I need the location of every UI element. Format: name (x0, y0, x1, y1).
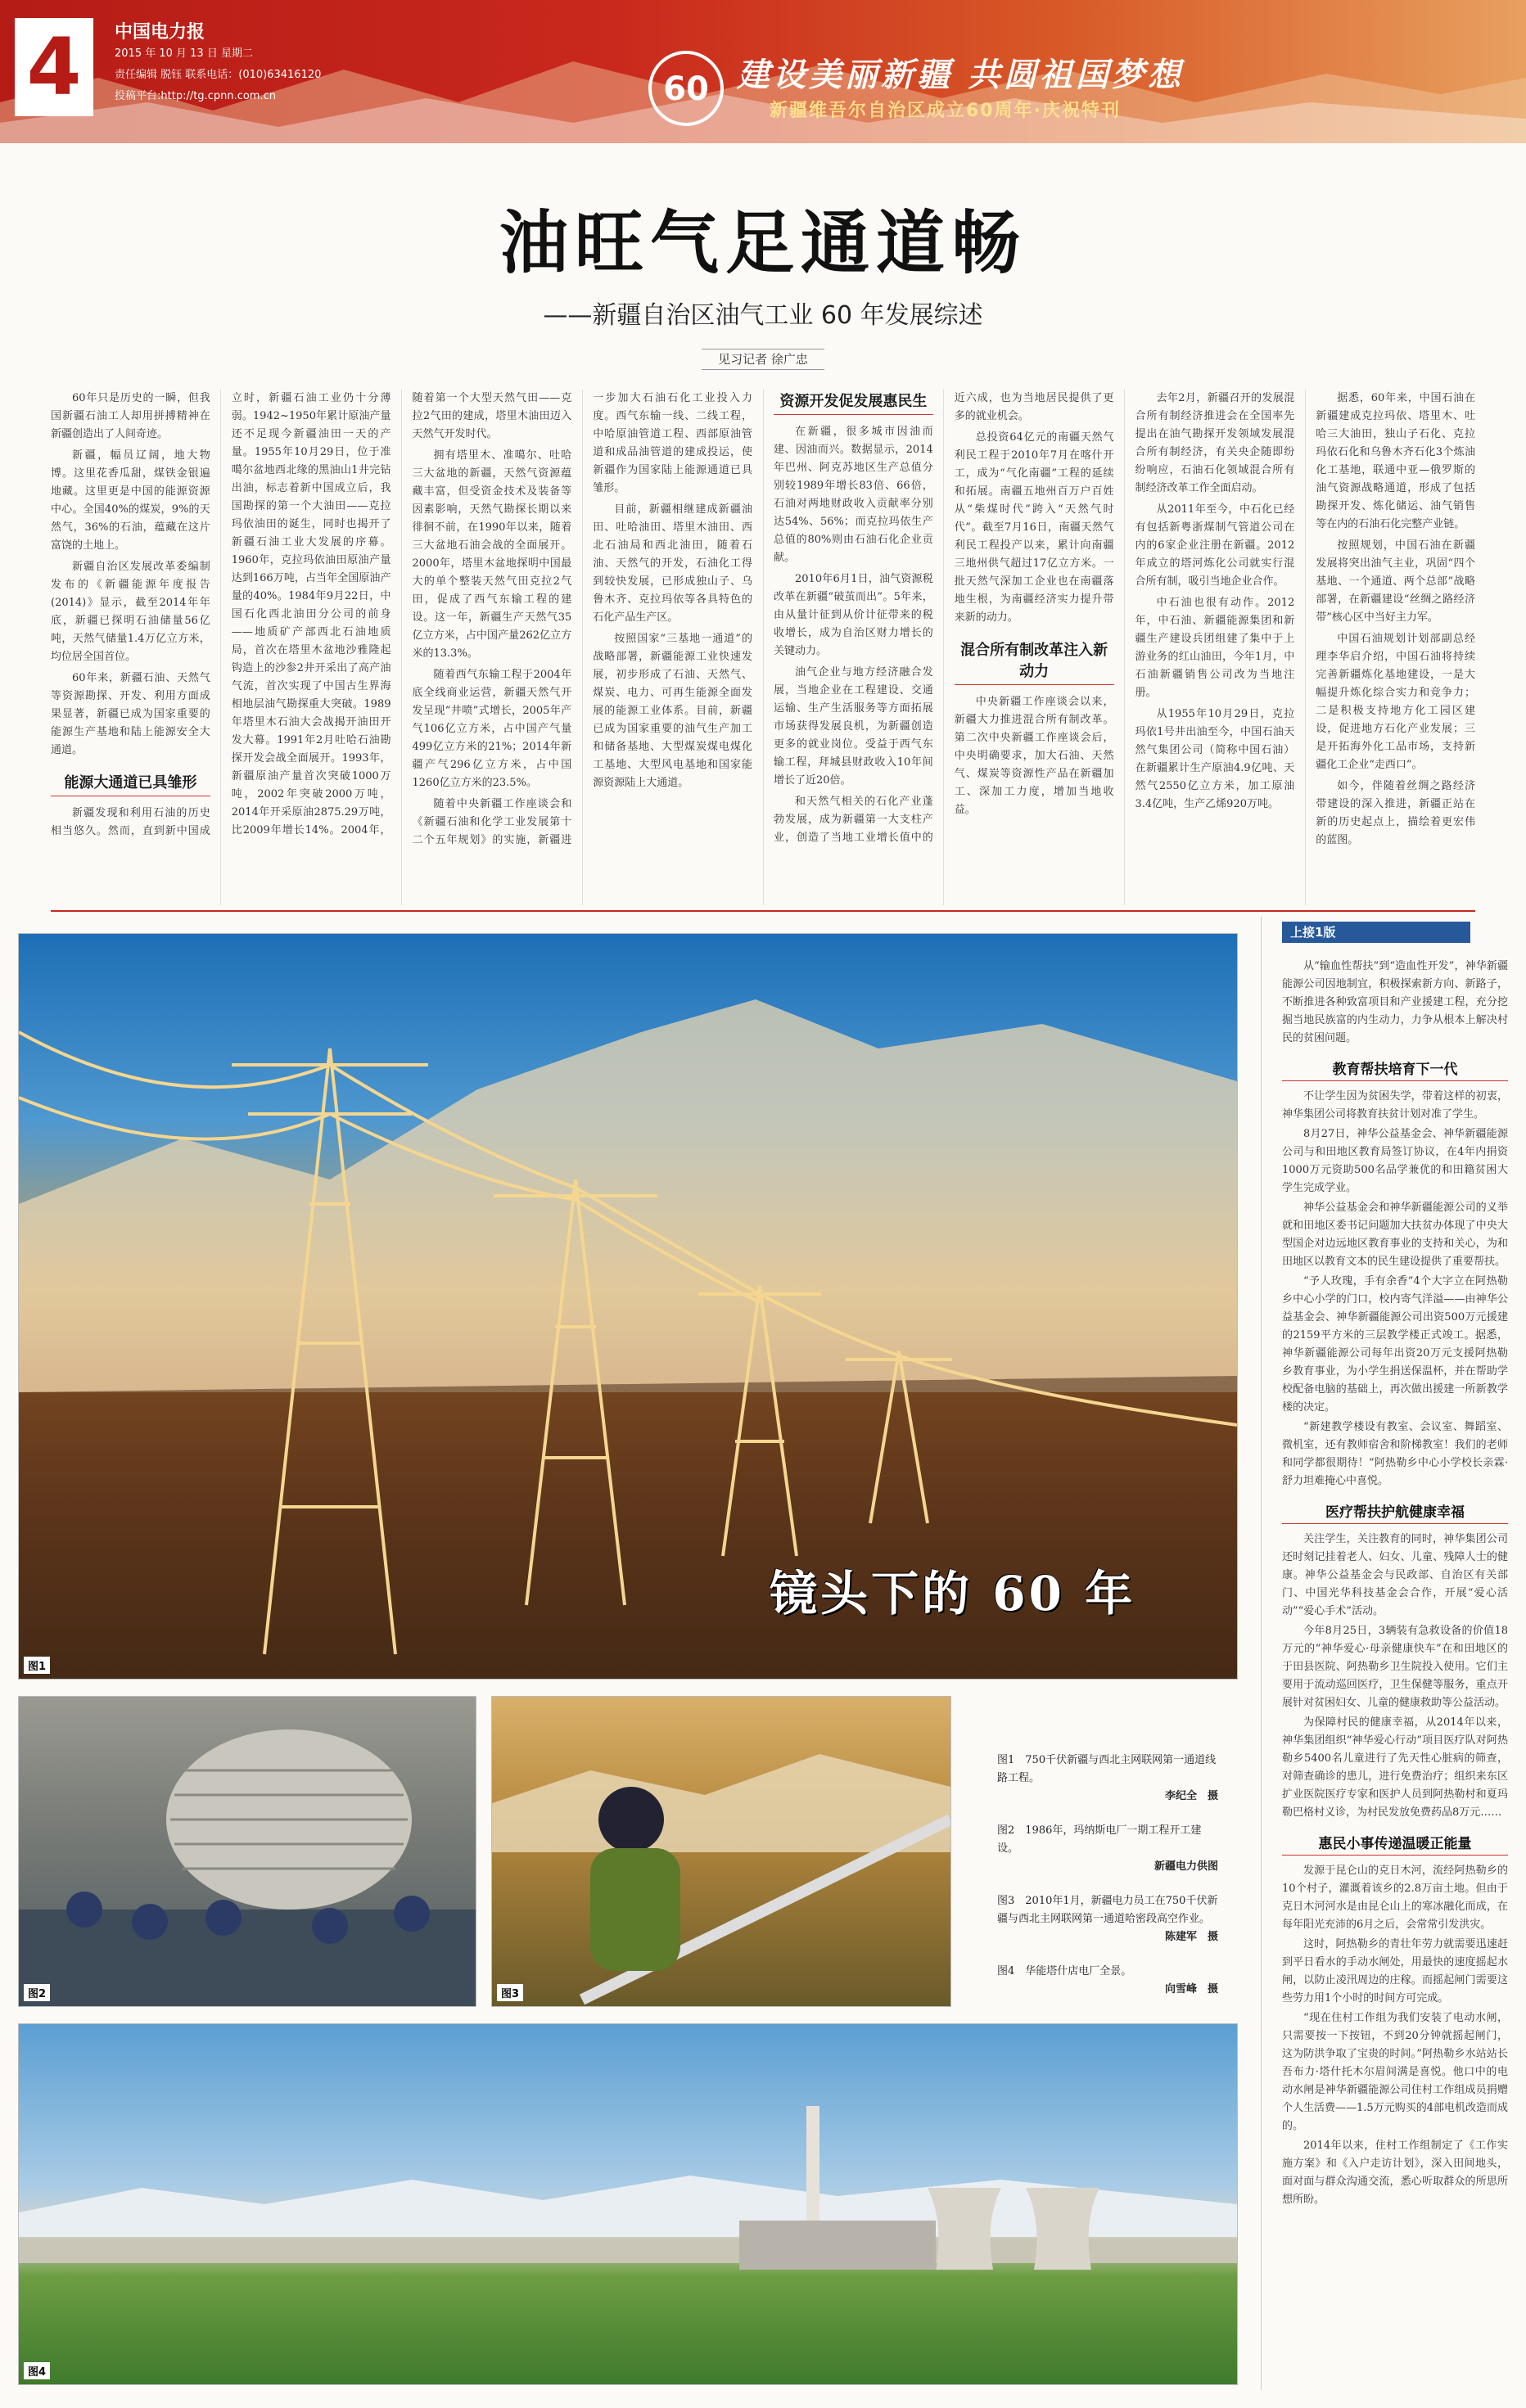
article-subhead: ——新疆自治区油气工业 60 年发展综述 (543, 301, 983, 330)
photo-power-plant-construction (18, 1696, 476, 2007)
paragraph: 在新疆，很多城市因油而建、因油而兴。数据显示，2014年巴州、阿克苏地区生产总值分别较1989年增长83倍、66倍，石油对两地财政收入贡献率分别达54%、56%；而克拉玛依生产总值的80%则由石油石化企业贡献。 (774, 426, 933, 564)
badge-number: 60 (663, 70, 709, 108)
byline-text: 见习记者 徐广忠 (702, 349, 824, 370)
paragraph: 从“输血性帮扶”到“造血性开发”，神华新疆能源公司因地制宜，积极探索新方向、新路子，不断推进各种致富项目和产业援建工程，充分挖掘当地民族富的内生动力，力争从根本上解决村民的贫困问题。 (1282, 960, 1508, 1044)
article-body (51, 390, 1475, 905)
article-headline: 油旺气足通道畅 (499, 202, 1027, 283)
section-heading: 教育帮扶培育下一代 (1282, 1057, 1508, 1081)
paragraph: 据悉，60年来，中国石油在新疆建成克拉玛依、塔里木、吐哈三大油田，独山子石化、克拉玛依石化和乌鲁木齐石化3个炼油化工基地，联通中亚—俄罗斯的油气资源战略通道，形成了包括勘探开发、炼化储运、油气销售等在内的石油石化完整产业链。 (1316, 392, 1475, 530)
caption-text: 图2 1986年，玛纳斯电厂一期工程开工建设。 (997, 1824, 1202, 1855)
paragraph: “现在住村工作组为我们安装了电动水闸，只需要按一下按钮，不到20分钟就摇起闸门，这为防洪争取了宝贵的时间。”阿热勒乡水站站长吾布力·塔什托木尔眉间满是喜悦。他口中的电动水闸是神华新疆能源公司住村工作组成员捐赠个人生活费——1.5万元购买的4部电机改造而成的。 (1282, 2012, 1508, 2132)
paragraph: 和天然气相关的石化产业蓬勃发展，成为新疆第一大支柱产业，创造了当地工业增长值中的近六成，也为当地居民提供了更多的就业机会。 (774, 392, 1114, 844)
paragraph: 新疆自治区发展改革委编制发布的《新疆能源年度报告(2014)》显示，截至2014年年底，新疆已探明石油储量56亿吨，天然气储量1.4万亿立方米，均位居全国首位。 (51, 561, 210, 663)
special-issue-banner: 建设美丽新疆 共圆祖国梦想 (737, 56, 1184, 94)
caption (997, 1822, 1218, 1876)
caption-credit: 陈建军 摄 (1164, 1931, 1218, 1943)
photo-tag: 图2 (24, 1984, 50, 2001)
photo-high-altitude-work (491, 1696, 951, 2007)
sidebar-article (1282, 958, 1508, 2390)
photo-tag: 图3 (497, 1984, 523, 2001)
paragraph: 从1955年10月29日，克拉玛依1号井出油至今，中国石油天然气集团公司（简称中国石油）在新疆累计生产原油4.9亿吨、天然气2550亿立方米，加工原油3.4亿吨，生产乙烯920万吨。 (1135, 708, 1295, 810)
section-heading: 资源开发促发展惠民生 (774, 390, 933, 415)
paragraph: 拥有塔里木、准噶尔、吐哈三大盆地的新疆，天然气资源蕴藏丰富，但受资金技术及装备等因素影响，天然气勘探长期以来徘徊不前，在1990年以来，随着三大盆地石油会战的全面展开。2000年，塔里木盆地探明中国最大的单个整装天然气田克拉2气田，促成了西气东输工程的建设。这一年，新疆生产天然气35亿立方米，占中国产量262亿立方米的13.3%。 (412, 449, 572, 660)
section-heading: 医疗帮扶护航健康幸福 (1282, 1500, 1508, 1524)
paragraph: 油气企业与地方经济融合发展，当地企业在工程建设、交通运输、生产生活服务等方面拓展市场获得发展良机，为新疆创造更多的就业岗位。受益于西气东输工程，拜城县财政收入10年间增长了近20倍。 (774, 666, 933, 787)
section-heading: 混合所有制改革注入新动力 (955, 638, 1114, 685)
paragraph: 这时，阿热勒乡的青壮年劳力就需要迅速赶到平日看水的手动水闸处，用最快的速度摇起水闸，以防止凌汛周边的庄稼。而摇起闸门需要这些劳力用1个小时的时间方可完成。 (1282, 1938, 1508, 2004)
paragraph: 去年2月，新疆召开的发展混合所有制经济推进会在全国率先提出在油气勘探开发领域发展混合所有制经济，有关央企随即纷纷响应，石油石化领域混合所有制经济改革工作全面启动。 (1135, 392, 1295, 494)
anniversary-badge-icon (647, 49, 725, 128)
paragraph: 随着西气东输工程于2004年底全线商业运营，新疆天然气开发呈现“井喷”式增长，2005年产气106亿立方米，占中国产气量499亿立方米的21%；2014年新疆产气296亿立方米，占中国1260亿立方米的23.5%。 (412, 669, 572, 789)
worker-illustration (492, 1697, 950, 2006)
photo-power-station-panorama (18, 2023, 1238, 2385)
paragraph: “新建教学楼设有教室、会议室、舞蹈室、微机室，还有教师宿舍和阶梯教室！我们的老师和同学都很期待！”阿热勒乡中心小学校长亲霖·舒力坦难掩心中喜悦。 (1282, 1421, 1508, 1487)
paragraph: 新疆，幅员辽阔，地大物博。这里花香瓜甜，煤铁金银遍地藏。这里更是中国的能源资源中心。全国40%的煤炭，9%的天然气，36%的石油，蕴藏在这片富饶的土地上。 (51, 449, 210, 552)
issue-date: 2015 年 10 月 13 日 星期二 (115, 47, 253, 60)
caption-credit: 李纪全 摄 (1164, 1790, 1218, 1802)
photo-feature-title: 镜头下的 60 年 (770, 1566, 1136, 1621)
photo-tag: 图1 (24, 1657, 50, 1674)
editor-line: 责任编辑 脱钰 联系电话：(010)63416120 (115, 69, 322, 81)
caption-text: 图4 华能塔什店电厂全景。 (997, 1965, 1132, 1977)
paragraph: 按照规划，中国石油在新疆发展将突出油气主业，巩固“四个基地、一个通道、两个总部”战略部署，在新疆建设“丝绸之路经济带”核心区中当好主力军。 (1316, 539, 1475, 624)
paragraph: 60年只是历史的一瞬，但我国新疆石油工人却用拼搏精神在新疆创造出了人间奇迹。 (51, 392, 210, 440)
paragraph: 神华公益基金会和神华新疆能源公司的义举就和田地区委书记问题加大扶贫办体现了中央大型国企对边远地区教育事业的支持和关心，为和田地区以教育文本的民生建设提供了重要帮扶。 (1282, 1202, 1508, 1268)
paragraph: 2010年6月1日，油气资源税改革在新疆“破茧而出”。5年来，由从量计征到从价计征带来的税收增长，成为自治区财力增长的关键动力。 (774, 573, 933, 657)
paragraph: “予人玫瑰，手有余香”4个大字立在阿热勒乡中心小学的门口，校内寄气洋溢——由神华公益基金会、神华新疆能源公司出资500万元援建的2159平方米的三层教学楼正式竣工。据悉，神华新疆能源公司每年出资20万元支援阿热勒乡教育事业，为小学生捐送保温杯，并在帮助学校配备电脑的基础上，再次做出援建一所新教学楼的决定。 (1282, 1275, 1508, 1414)
paragraph: 2014年以来，住村工作组制定了《工作实施方案》和《入户走访计划》，深入田间地头，面对面与群众沟通交流，悉心听取群众的所思所想所盼。 (1282, 2140, 1508, 2206)
plant-illustration (19, 2024, 1237, 2384)
special-issue-subtitle: 新疆维吾尔自治区成立60周年·庆祝特刊 (770, 101, 1121, 121)
paragraph: 新疆发现和利用石油的历史相当悠久。然而，直到新中国成立时，新疆石油工业仍十分薄弱。1942~1950年累计原油产量还不足现今新疆油田一天的产量。1955年10月29日，位于准噶尔盆地西北缘的黑油山1井完钻出油，标志着新中国成立后，我国勘探的第一个大油田——克拉玛依油田的诞生，同时也揭开了新疆石油工业大发展的序幕。1960年，克拉玛依油田原油产量达到166万吨，占当年全国原油产量的40%。1984年9月22日，中国石化西北油田分公司的前身——地质矿产部西北石油地质局，首次在塔里木盆地沙雅隆起钩造上的沙参2井开采出了高产油气流，首次实现了中国古生界海相地层油气勘探重大突破。1989年塔里木石油大会战揭开油田开发大幕。1991年2月吐哈石油勘探开发会战全面展开。1993年，新疆原油产量首次突破1000万吨，2002年突破2000万吨，2014年开采原油2875.29万吨，比2009年增长14%。2004年，随着第一个大型天然气田——克拉2气田的建成，塔里木油田迈入天然气开发时代。 (51, 392, 572, 837)
paragraph: 按照国家“三基地一通道”的战略部署，新疆能源工业快速发展，初步形成了石油、天然气、煤炭、电力、可再生能源全面发展的能源工业体系。目前，新疆已成为国家重要的油气生产加工和储备基地、大型煤炭煤电煤化工基地、大型风电基地和国家能源资源陆上大通道。 (593, 633, 752, 789)
caption-text: 图1 750千伏新疆与西北主网联网第一通道线路工程。 (997, 1754, 1217, 1784)
paragraph: 总投资64亿元的南疆天然气利民工程于2010年7月在喀什开工，成为“气化南疆”工程的延续和拓展。南疆五地州百万户百姓从“柴煤时代”跨入“天然气时代”。截至7月16日，南疆天然气利民工程投产以来，累计向南疆三地州供气超过17亿立方米。一批天然气深加工企业也在南疆落地生根，为南疆经济实力提升带来新的动力。 (954, 431, 1114, 624)
continued-from-label: 上接1版 (1282, 922, 1470, 943)
caption-credit: 向雪峰 摄 (1164, 1983, 1218, 1995)
paragraph: 为保障村民的健康幸福，从2014年以来，神华集团组织“神华爱心行动”项目医疗队对阿热勒乡5400名儿童进行了先天性心脏病的筛查，对筛查确诊的患儿，进行免费治疗；组织来东区扩业医院医疗专家和医护人员到阿热勒村和夏玛勒巴格村义诊，为村民发放免费药品8万元…… (1282, 1716, 1508, 1819)
article-byline (0, 350, 1526, 368)
paragraph: 目前，新疆相继建成新疆油田、吐哈油田、塔里木油田、西北石油局和西北油田，随着石油、天然气的开发，石油化工得到较快发展，已形成独山子、乌鲁木齐、克拉玛依等各具特色的石化产品生产区。 (593, 503, 752, 624)
section-heading: 惠民小事传递温暖正能量 (1282, 1832, 1508, 1856)
submission-url: 投稿平台:http://tg.cpnn.com.cn (115, 90, 276, 102)
turbine-illustration (19, 1697, 476, 2006)
paragraph: 如今，伴随着丝绸之路经济带建设的深入推进，新疆正站在新的历史起点上，描绘着更宏伟的蓝图。 (1316, 780, 1475, 846)
caption (997, 1892, 1218, 1946)
paragraph: 发源于昆仑山的克日木河，流经阿热勒乡的10个村子，灌溉着该乡的2.8万亩土地。但由于克日木河河水是由昆仑山上的寒冰融化而成，在每年阳光充沛的6月之后，会常常引发洪灾。 (1282, 1865, 1508, 1931)
photo-captions (997, 1752, 1218, 2015)
section-divider (51, 910, 1475, 912)
paragraph: 中石油也很有动作。2012年，中石油、新疆能源集团和新疆生产建设兵团组建了集中于上游业务的红山油田，今年1月，中石油新疆销售公司改为当地注册。 (1135, 597, 1295, 699)
paragraph: 中央新疆工作座谈会以来，新疆大力推进混合所有制改革。第二次中央新疆工作座谈会后，中央明确要求，加大石油、天然气、煤炭等资源性产品在新疆加工、深加工力度，增加当地收益。 (954, 696, 1114, 816)
caption (997, 1752, 1218, 1806)
paragraph: 关注学生，关注教育的同时，神华集团公司还时刻记挂着老人、妇女、儿童、残障人士的健康。神华公益基金会与民政部、自治区有关部门、中国光华科技基金会合作，开展“爱心活动”“爱心手术”活动。 (1282, 1533, 1508, 1617)
section-heading: 能源大通道已具雏形 (51, 771, 210, 796)
caption (997, 1963, 1218, 1999)
paragraph: 从2011年至今，中石化已经有包括新粤浙煤制气管道公司在内的6家企业注册在新疆。2012年成立的塔河炼化公司就实行混合所有制，吸引当地企业合作。 (1135, 503, 1295, 588)
masthead-info (115, 18, 321, 107)
caption-credit: 新疆电力供图 (1154, 1860, 1218, 1873)
photo-tag: 图4 (24, 2362, 50, 2379)
paper-name: 中国电力报 (115, 21, 205, 43)
page-header (0, 0, 1526, 143)
paragraph: 60年来，新疆石油、天然气等资源勘探、开发、利用方面成果显著，新疆已成为国家重要的能源生产基地和陆上能源安全大通道。 (51, 672, 210, 756)
paragraph: 8月27日，神华公益基金会、神华新疆能源公司与和田地区教育局签订协议，在4年内捐资1000万元资助500名品学兼优的和田籍贫困大学生完成学业。 (1282, 1128, 1508, 1194)
paragraph: 不让学生因为贫困失学，带着这样的初衷，神华集团公司将教育扶贫计划对准了学生。 (1282, 1090, 1508, 1121)
paragraph: 中国石油规划计划部副总经理李华启介绍，中国石油将持续完善新疆炼化基地建设，一是大幅提升炼化综合实力和竞争力；二是积极支持地方化工园区建设，促进地方石化产业发展；三是开拓海外化工品市场，支持新疆化工企业“走西口”。 (1316, 633, 1475, 771)
page-number: 4 (15, 18, 93, 116)
caption-text: 图3 2010年1月，新疆电力员工在750千伏新疆与西北主网联网第一通道哈密段高空作业。 (997, 1895, 1218, 1925)
column-rule (1261, 917, 1262, 2390)
paragraph: 随着中央新疆工作座谈会和《新疆石油和化学工业发展第十二个五年规划》的实施，新疆进一步加大石油石化工业投入力度。西气东输一线、二线工程，中哈原油管道工程、西部原油管道和成品油管道的建成投运，使新疆作为国家陆上能源通道已具雏形。 (412, 392, 752, 846)
paragraph: 今年8月25日，3辆装有急救设备的价值18万元的“神华爱心·母亲健康快车”在和田地区的于田县医院、阿热勒乡卫生院投入使用。它们主要用于流动巡回医疗，卫生保健等服务，重点开展针对贫困妇女、儿童的健康救助等公益活动。 (1282, 1625, 1508, 1709)
